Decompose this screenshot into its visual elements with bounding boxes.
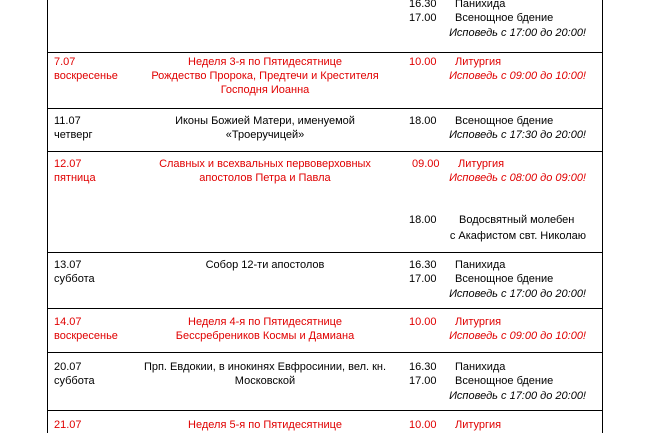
- feast-line: Собор 12-ти апостолов: [205, 259, 325, 271]
- feast-line: Прп. Евдокии, в инокинях Евфросинии, вел. кн.: [143, 361, 387, 373]
- feast-line: Господня Иоанна: [220, 84, 310, 96]
- row-date: 21.07: [54, 419, 82, 431]
- confession-note: Исповедь с 09:00 до 10:00!: [449, 330, 586, 342]
- confession-note: Исповедь с 17:00 до 20:00!: [449, 390, 586, 402]
- feast-line: Рождество Пророка, Предтечи и Крестителя: [151, 70, 379, 82]
- service-name: Водосвятный молебен: [459, 214, 575, 226]
- service-name: Панихида: [455, 361, 506, 373]
- service-name: Панихида: [455, 259, 506, 271]
- service-name: Всенощное бдение: [455, 375, 554, 387]
- service-time: 18.00: [409, 115, 437, 127]
- confession-note: Исповедь с 17:00 до 20:00!: [449, 27, 586, 39]
- row-divider: [47, 108, 603, 109]
- row-divider: [47, 352, 603, 353]
- row-weekday: суббота: [54, 273, 95, 285]
- service-time: 16.30: [409, 259, 437, 271]
- row-date: 13.07: [54, 259, 82, 271]
- row-divider: [47, 151, 603, 152]
- confession-note: Исповедь с 09:00 до 10:00!: [449, 70, 586, 82]
- row-weekday: пятница: [54, 172, 96, 184]
- row-divider: [47, 410, 603, 411]
- service-time: 10.00: [409, 56, 437, 68]
- row-divider: [47, 308, 603, 309]
- service-time: 10.00: [409, 419, 437, 431]
- feast-line: Бессребреников Космы и Дамиана: [175, 330, 355, 342]
- service-time: 17.00: [409, 273, 437, 285]
- service-name: Всенощное бдение: [455, 273, 554, 285]
- feast-line: апостолов Петра и Павла: [199, 172, 331, 184]
- row-date: 7.07: [54, 56, 76, 68]
- service-time: 16.30: [409, 361, 437, 373]
- row-weekday: воскресенье: [54, 330, 118, 342]
- service-name: Панихида: [455, 0, 506, 10]
- service-name: Литургия: [458, 158, 505, 170]
- row-weekday: воскресенье: [54, 70, 118, 82]
- confession-note: Исповедь с 08:00 до 09:00!: [449, 172, 586, 184]
- feast-line: «Троеручицей»: [225, 129, 305, 141]
- row-date: 12.07: [54, 158, 82, 170]
- feast-line: Неделя 3-я по Пятидесятнице: [188, 56, 342, 68]
- feast-line: Неделя 5-я по Пятидесятнице: [188, 419, 342, 431]
- feast-line: Иконы Божией Матери, именуемой: [175, 115, 355, 127]
- service-name: Всенощное бдение: [455, 12, 554, 24]
- row-date: 11.07: [54, 115, 81, 127]
- service-name: Литургия: [455, 316, 502, 328]
- service-name-cont: с Акафистом свт. Николаю: [449, 230, 586, 242]
- service-time: 17.00: [409, 12, 437, 24]
- service-name: Всенощное бдение: [455, 115, 554, 127]
- confession-note: Исповедь с 17:30 до 20:00!: [449, 129, 586, 141]
- feast-line: Московской: [234, 375, 296, 387]
- row-weekday: четверг: [54, 129, 93, 141]
- confession-note: Исповедь с 17:00 до 20:00!: [449, 288, 586, 300]
- row-divider: [47, 252, 603, 253]
- service-time: 09.00: [412, 158, 440, 170]
- row-divider: [47, 52, 603, 53]
- service-time: 18.00: [409, 214, 437, 226]
- row-date: 14.07: [54, 316, 82, 328]
- service-name: Литургия: [455, 419, 502, 431]
- service-time: 17.00: [409, 375, 437, 387]
- feast-line: Славных и всехвальных первоверховных: [159, 158, 371, 170]
- service-time: 16.30: [409, 0, 437, 10]
- table-border-right: [602, 0, 603, 433]
- feast-line: Неделя 4-я по Пятидесятнице: [188, 316, 342, 328]
- row-date: 20.07: [54, 361, 82, 373]
- table-border-left: [47, 0, 48, 433]
- row-weekday: суббота: [54, 375, 95, 387]
- service-time: 10.00: [409, 316, 437, 328]
- service-name: Литургия: [455, 56, 502, 68]
